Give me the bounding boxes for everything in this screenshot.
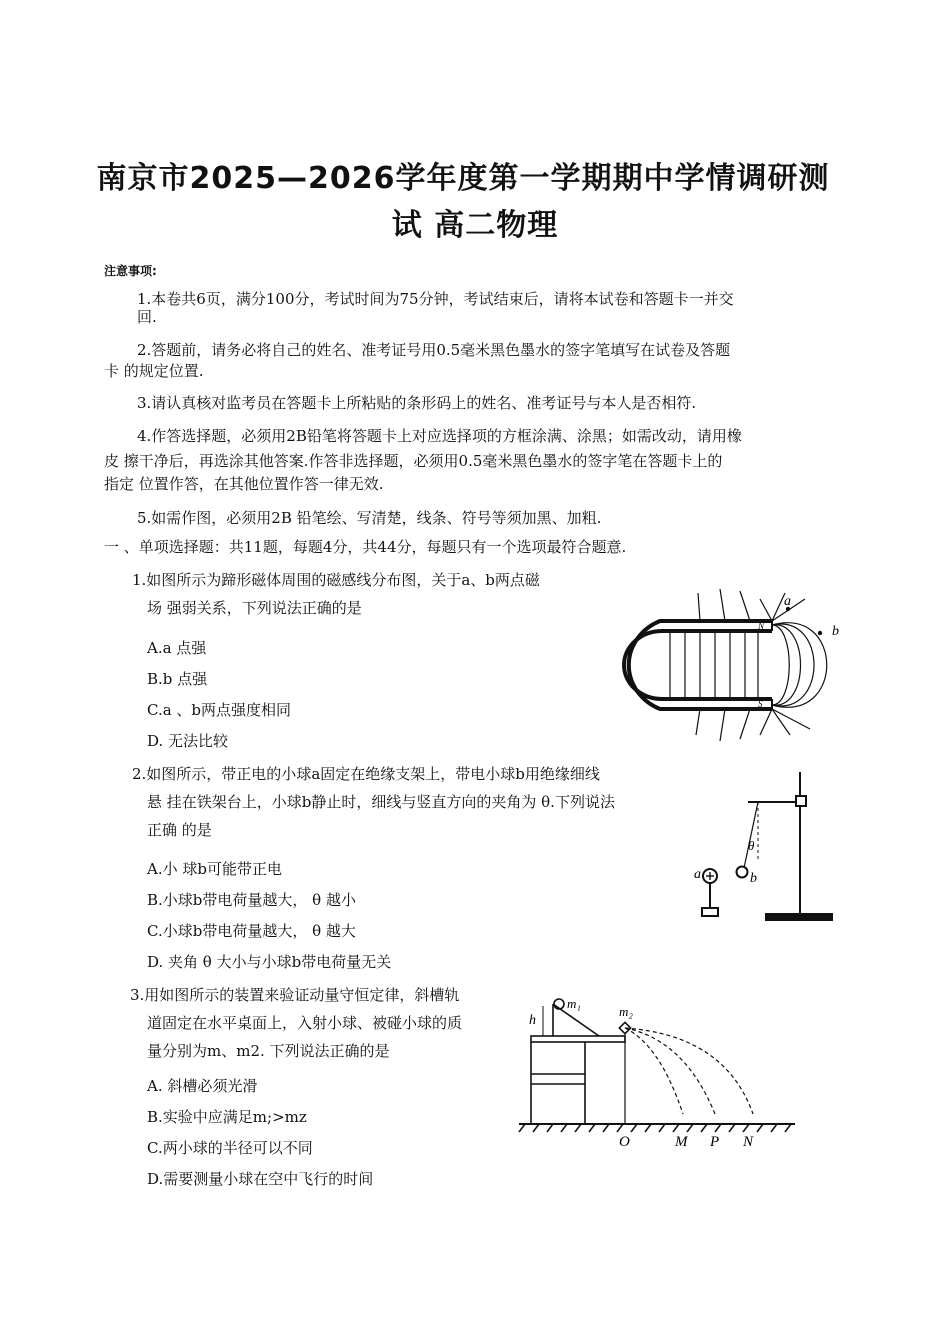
notice-line: 回. — [137, 308, 157, 326]
notice-line: 3.请认真核对监考员在答题卡上所粘贴的条形码上的姓名、准考证号与本人是否相符. — [137, 394, 697, 412]
label-n: N — [743, 1134, 754, 1150]
notice-line: 卡 的规定位置. — [104, 362, 204, 380]
q2-stem-line2: 悬 挂在铁架台上，小球b静止时，细线与竖直方向的夹角为 θ.下列说法 — [147, 793, 615, 811]
notice-line: 皮 擦干净后，再选涂其他答案.作答非选择题，必须用0.5毫米黑色墨水的签字笔在答题卡上的 — [104, 452, 723, 470]
label-s: S — [758, 699, 763, 709]
label-b: b — [832, 624, 839, 639]
q1-option-a: A.a 点强 — [147, 639, 207, 657]
q3-option-a: A. 斜槽必须光滑 — [147, 1077, 258, 1095]
label-o: O — [619, 1134, 630, 1150]
q3-stem-line1: 3.用如图所示的装置来验证动量守恒定律，斜槽轨 — [130, 986, 460, 1004]
momentum-apparatus-figure — [515, 990, 800, 1150]
q2-option-c: C.小球b带电荷量越大， θ 越大 — [147, 922, 356, 940]
q1-stem-line2: 场 强弱关系，下列说法正确的是 — [147, 599, 362, 617]
section-heading: 一 、单项选择题：共11题，每题4分，共44分，每题只有一个选项最符合题意. — [104, 538, 627, 556]
q2-stem-line3: 正确 的是 — [147, 821, 212, 839]
label-m1: m₁ — [567, 996, 581, 1011]
label-m: M — [675, 1134, 688, 1150]
notice-heading: 注意事项: — [104, 264, 157, 278]
q3-stem-line2: 道固定在水平桌面上，入射小球、被碰小球的质 — [147, 1014, 463, 1032]
label-h: h — [529, 1013, 536, 1028]
label-b: b — [750, 871, 757, 886]
label-a: a — [784, 594, 791, 609]
q3-option-c: C.两小球的半径可以不同 — [147, 1139, 313, 1157]
q2-stem-line1: 2.如图所示，带正电的小球a固定在绝缘支架上，带电小球b用绝缘细线 — [132, 765, 600, 783]
label-a: a — [694, 867, 701, 882]
notice-line: 1.本卷共6页，满分100分，考试时间为75分钟，考试结束后，请将本试卷和答题卡一并交 — [137, 290, 734, 308]
q3-option-b: B.实验中应满足m;>mz — [147, 1108, 307, 1126]
notice-line: 指定 位置作答，在其他位置作答一律无效. — [104, 475, 384, 493]
notice-line: 4.作答选择题，必须用2B铅笔将答题卡上对应选择项的方框涂满、涂黑；如需改动，请用橡 — [137, 427, 742, 445]
q1-option-c: C.a 、b两点强度相同 — [147, 701, 292, 719]
q2-option-d: D. 夹角 θ 大小与小球b带电荷量无关 — [147, 953, 392, 971]
q3-stem-line3: 量分别为m、m2. 下列说法正确的是 — [147, 1042, 390, 1060]
q1-option-d: D. 无法比较 — [147, 732, 229, 750]
q2-option-b: B.小球b带电荷量越大， θ 越小 — [147, 891, 356, 909]
notice-line: 2.答题前，请务必将自己的姓名、准考证号用0.5毫米黑色墨水的签字笔填写在试卷及答题 — [137, 341, 731, 359]
q3-option-d: D.需要测量小球在空中飞行的时间 — [147, 1170, 374, 1188]
q2-option-a: A.小 球b可能带正电 — [147, 860, 282, 878]
label-p: P — [710, 1134, 720, 1150]
exam-title-line2: 试 高二物理 — [391, 208, 559, 243]
label-theta: θ — [748, 838, 755, 853]
horseshoe-magnet-figure — [600, 585, 870, 745]
charged-spheres-figure — [690, 768, 840, 928]
label-n: N — [758, 621, 765, 631]
exam-title-line1: 南京市2025—2026学年度第一学期期中学情调研测 — [96, 161, 830, 196]
q1-stem-line1: 1.如图所示为蹄形磁体周围的磁感线分布图，关于a、b两点磁 — [132, 571, 540, 589]
q1-option-b: B.b 点强 — [147, 670, 208, 688]
notice-line: 5.如需作图，必须用2B 铅笔绘、写清楚，线条、符号等须加黑、加粗. — [137, 509, 602, 527]
label-m2: m₂ — [619, 1004, 633, 1019]
